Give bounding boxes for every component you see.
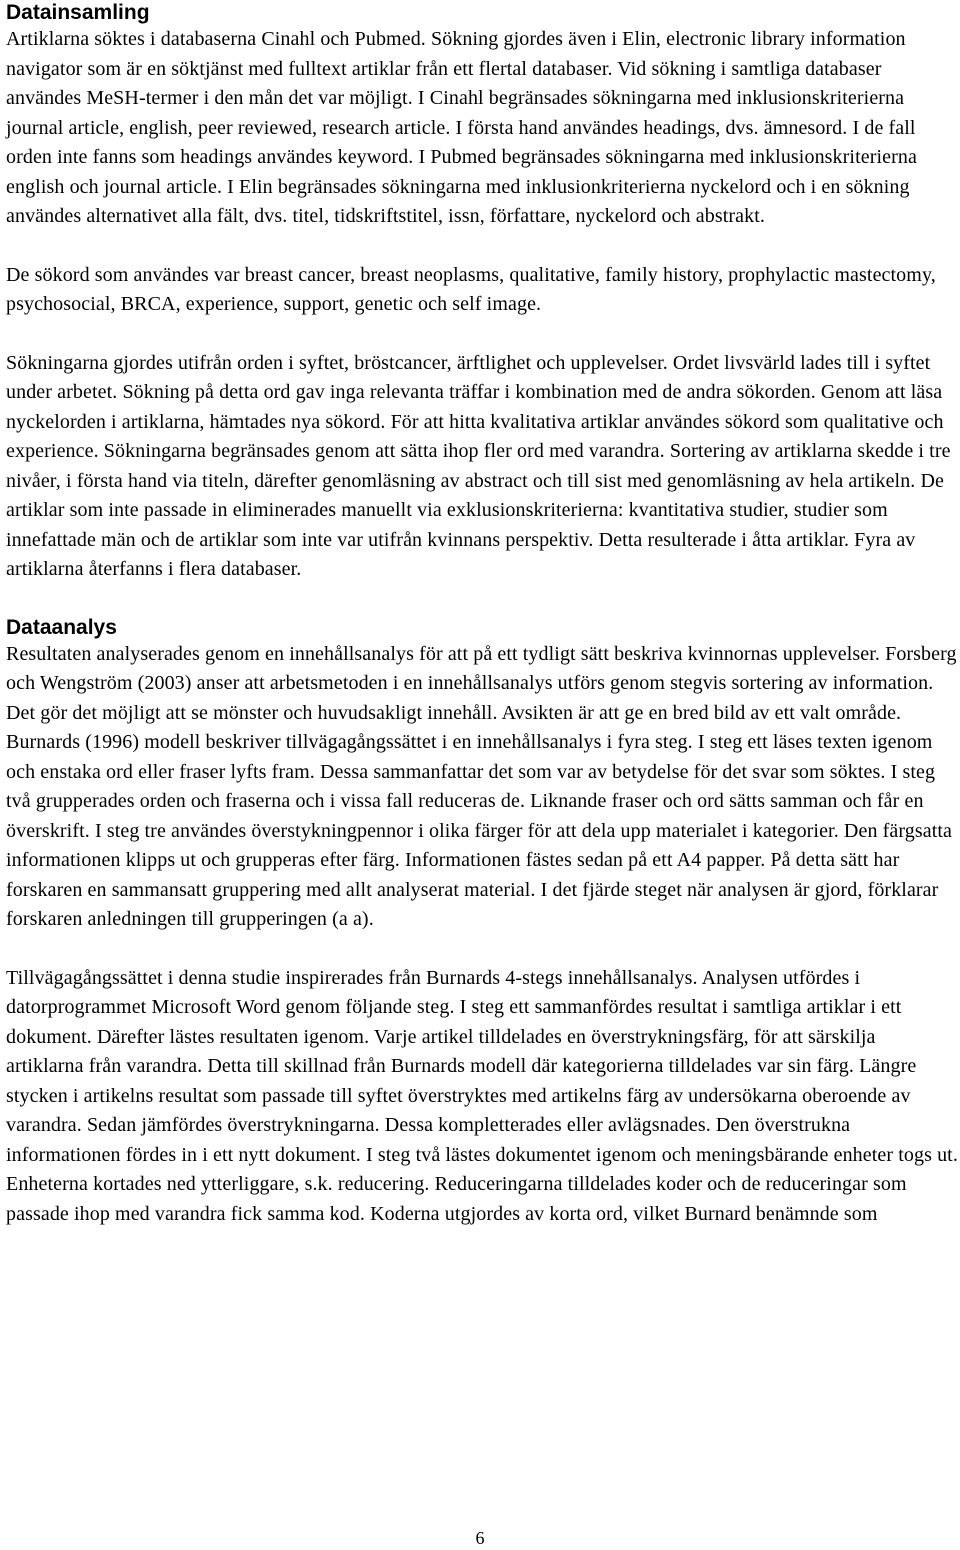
section-heading-datainsamling: Datainsamling [6,1,150,24]
paragraph-search-terms: De sökord som användes var breast cancer, breast neoplasms, qualitative, family history, prophylactic mastectomy, psychosocial, BRCA, experience, support, genetic och self image. [6,263,936,315]
paragraph-analysis-procedure: Tillvägagångssättet i denna studie inspirerades från Burnards 4-stegs innehållsanalys. Analysen utfördes i datorprogrammet Microsoft Word genom följande steg. I steg ett sammanfördes resultat i samtliga artiklar i ett dokument. Därefter lästes resultaten igenom. Varje artikel tilldelades en överstrykningsfärg, för att särskilja artiklarna från varandra. Detta till skillnad från Burnards modell där kategorierna tilldelades var sin färg. Längre stycken i artikelns resultat som passade till syftet överstryktes med artikelns färg av undersökarna oberoende av varandra. Sedan jämfördes överstrykningarna. Dessa kompletterades eller avlägsnades. Den överstrukna informationen fördes in i ett nytt dokument. I steg två lästes dokumentet igenom och meningsbärande enheter togs ut. Enheterna kortades ned ytterliggare, s.k. reducering. Reduceringarna tilldelades koder och de reduceringar som passade ihop med varandra fick samma kod. Koderna utgjordes av korta ord, vilket Burnard benämnde som [6,966,958,1225]
paragraph-content-analysis: Resultaten analyserades genom en innehållsanalys för att på ett tydligt sätt beskriva kvinnornas upplevelser. Forsberg och Wengström (2003) anser att arbetsmetoden i en innehållsanalys utförs genom stegvis sortering av information. Det gör det möjligt att se mönster och huvudsakligt innehåll. Avsikten är att ge en bred bild av ett valt område. Burnards (1996) modell beskriver tillvägagångssättet i en innehållsanalys i fyra steg. I steg ett läses texten igenom och enstaka ord eller fraser lyfts fram. Dessa sammanfattar det som var av betydelse för det svar som söktes. I steg två grupperades orden och fraserna och i vissa fall reduceras de. Liknande fraser och ord sätts samman och får en överskrift. I steg tre användes överstykningpennor i olika färger för att dela upp materialet i kategorier. Den färgsatta informationen klipps ut och grupperas efter färg. Informationen fästes sedan på ett A4 papper. På detta sätt har forskaren en sammansatt gruppering med allt analyserat material. I det fjärde steget när analysen är gjord, förklarar forskaren anledningen till grupperingen (a a). [6,642,957,930]
section-heading-dataanalys: Dataanalys [6,615,117,639]
document-page [6,0,958,1229]
paragraph-search-process: Sökningarna gjordes utifrån orden i syftet, bröstcancer, ärftlighet och upplevelser. Ordet livsvärld lades till i syftet under arbetet. Sökning på detta ord gav inga relevanta träffar i kombination med de andra sökorden. Genom att läsa nyckelorden i artiklarna, hämtades nya sökord. För att hitta kvalitativa artiklar användes sökord som qualitative och experience. Sökningarna begränsades genom att sätta ihop fler ord med varandra. Sortering av artiklarna skedde i tre nivåer, i första hand via titeln, därefter genomläsning av abstract och till sist med genomläsning av hela artikeln. De artiklar som inte passade in eliminerades manuellt via exklusionskriterierna: kvantitativa studier, studier som innefattade män och de artiklar som inte var utifrån kvinnans perspektiv. Detta resulterade i åtta artiklar. Fyra av artiklarna återfanns i flera databaser. [6,351,951,580]
page-number: 6 [475,1528,485,1548]
paragraph-search-databases: Artiklarna söktes i databaserna Cinahl och Pubmed. Sökning gjordes även i Elin, electronic library information navigator som är en söktjänst med fulltext artiklar från ett flertal databaser. Vid sökning i samtliga databaser användes MeSH-termer i den mån det var möjligt. I Cinahl begränsades sökningarna med inklusionskriterierna journal article, english, peer reviewed, research article. I första hand användes headings, dvs. ämnesord. I de fall orden inte fanns som headings användes keyword. I Pubmed begränsades sökningarna med inklusionskriterierna english och journal article. I Elin begränsades sökningarna med inklusionkriterierna nyckelord och i en sökning användes alternativet alla fält, dvs. titel, tidskriftstitel, issn, författare, nyckelord och abstrakt. [6,28,917,227]
